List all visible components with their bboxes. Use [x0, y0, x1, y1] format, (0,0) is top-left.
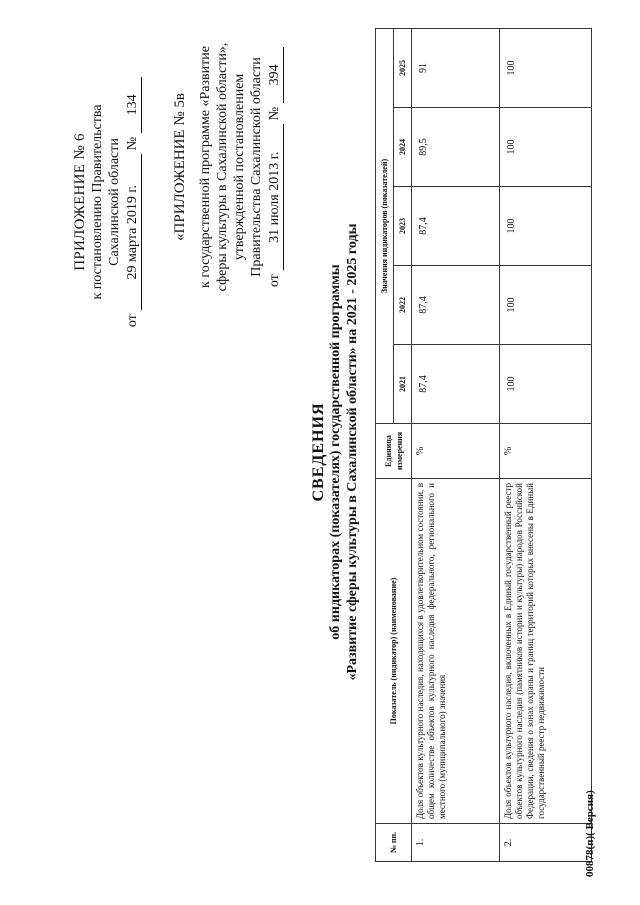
row-indicator: Доля объектов культурного наследия, включенных в Единый государственный реестр объектов культурного наследия (памятников истории и культуры) народов Российской Федерации, сведения о зонах охраны и границ территорий которых внесены в Единый государственный реестр недвижимости — [500, 479, 592, 824]
appendix-6-line1: к постановлению Правительства — [90, 104, 105, 300]
header-year: 2022 — [394, 266, 412, 345]
header-num: № пп. — [376, 824, 412, 862]
row-value: 100 — [500, 266, 592, 345]
row-indicator: Доля объектов культурного наследия, находящихся в удовлетворительном состоянии, в общем количестве объектов культурного наследия федерального, регионального и местного (муниципального) значения — [412, 479, 500, 824]
table-row — [412, 28, 500, 861]
appendix-5v-date-row — [266, 27, 284, 307]
row-value: 91 — [412, 28, 500, 107]
appendix-5v-date: 31 июля 2013 г. — [266, 124, 284, 270]
row-unit: % — [500, 424, 592, 479]
row-value: 100 — [500, 28, 592, 107]
appendix-6-no-label: № — [125, 136, 140, 151]
table-row — [500, 28, 592, 861]
row-value: 87,4 — [412, 187, 500, 266]
appendix-5v-line4: Правительства Сахалинской области — [249, 57, 264, 277]
heading-title: СВЕДЕНИЯ — [310, 402, 327, 502]
appendix-5v-line2: сферы культуры в Сахалинской области», — [215, 42, 230, 292]
heading-line2: «Развитие сферы культуры в Сахалинской области» на 2021 - 2025 годы — [345, 223, 360, 681]
appendix-6-title: ПРИЛОЖЕНИЕ № 6 — [72, 133, 88, 271]
row-unit: % — [412, 424, 500, 479]
indicators-table — [375, 28, 592, 862]
header-unit: Единица измерения — [376, 424, 412, 479]
header-year: 2021 — [394, 345, 412, 424]
appendix-5v-block — [172, 27, 284, 307]
row-value: 89,5 — [412, 108, 500, 187]
footer-version: 00878(п)( Версия) — [584, 790, 596, 877]
header-values: Значения индикаторов (показателей) — [376, 28, 394, 423]
header-year: 2025 — [394, 28, 412, 107]
row-value: 100 — [500, 345, 592, 424]
appendix-6-block — [72, 52, 142, 352]
appendix-5v-line1: к государственной программе «Развитие — [198, 46, 213, 288]
document-heading — [310, 142, 361, 762]
header-year: 2023 — [394, 187, 412, 266]
appendix-6-date-row — [124, 52, 142, 352]
appendix-6-date: 29 марта 2019 г. — [124, 154, 142, 310]
appendix-6-number: 134 — [124, 77, 142, 133]
appendix-5v-title: «ПРИЛОЖЕНИЕ № 5в — [172, 93, 188, 241]
appendix-6-line2: Сахалинской области — [107, 138, 122, 266]
row-num: 2. — [500, 824, 592, 862]
appendix-5v-number: 394 — [266, 47, 284, 103]
row-num: 1. — [412, 824, 500, 862]
row-value: 100 — [500, 187, 592, 266]
rotated-page — [20, 22, 620, 882]
header-year: 2024 — [394, 108, 412, 187]
appendix-5v-no-label: № — [267, 106, 282, 121]
appendix-5v-line3: утвержденной постановлением — [232, 73, 247, 261]
row-value: 87,4 — [412, 345, 500, 424]
row-value: 100 — [500, 108, 592, 187]
header-indicator: Показатель (индикатор) (наименование) — [376, 479, 412, 824]
row-value: 87,4 — [412, 266, 500, 345]
table-header-row — [376, 28, 394, 861]
heading-line1: об индикаторах (показателях) государственной программы — [328, 264, 343, 640]
appendix-5v-from-label: от — [267, 274, 282, 288]
appendix-6-from-label: от — [125, 314, 140, 328]
